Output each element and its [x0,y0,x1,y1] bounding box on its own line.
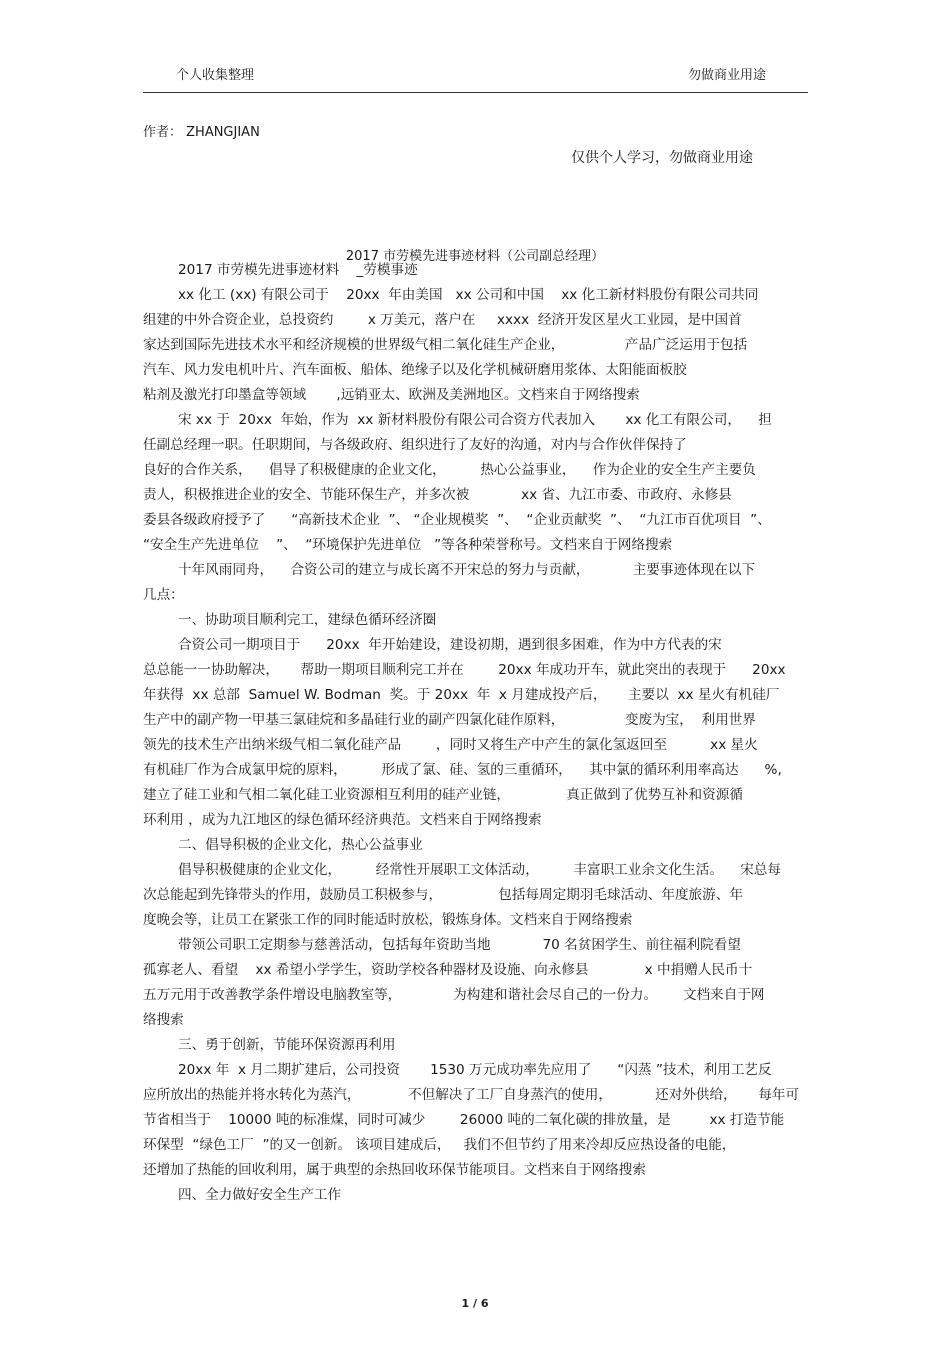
body-text-line: 应所放出的热能并将水转化为蒸汽， 不但解决了工厂自身蒸汽的使用， 还对外供给， 每年可 [143,1087,800,1103]
body-text-line: 宋 xx 于 20xx 年始，作为 xx 新材料股份有限公司合资方代表加入 xx 化工有限公司， 担 [178,412,772,428]
body-text-line: 一、协助项目顺利完工，建绿色循环经济圈 [178,612,437,628]
body-text-line: 次总能起到先锋带头的作用，鼓励员工积极参与， 包括每周定期羽毛球活动、年度旅游、年 [143,887,743,903]
page-number: 1 / 6 [461,1297,489,1310]
body-text-line: 带领公司职工定期参与慈善活动，包括每年资助当地 70 名贫困学生、前往福利院看望 [178,937,741,953]
body-text-line: 络搜索 [143,1012,184,1028]
body-text-line: 孤寡老人、看望 xx 希望小学学生，资助学校各种器材及设施、向永修县 x 中捐赠人民币十 [143,962,753,978]
body-text-line: xx 化工 (xx) 有限公司于 20xx 年由美国 xx 公司和中国 xx 化工新材料股份有限公司共同 [178,287,759,303]
body-text-line: 2017 市劳模先进事迹材料 _劳模事迹 [178,262,418,278]
body-text-line: 良好的合作关系， 倡导了积极健康的企业文化， 热心公益事业， 作为企业的安全生产主要负 [143,462,756,478]
body-text-line: 任副总经理一职。任职期间，与各级政府、组织进行了友好的沟通，对内与合作伙伴保持了 [143,437,687,453]
body-text-line: 家达到国际先进技术水平和经济规模的世界级气相二氧化硅生产企业， 产品广泛运用于包括 [143,337,748,353]
body-text-line: “安全生产先进单位 ”、 “环境保护先进单位 ”等各种荣誉称号。文档来自于网络搜索 [143,537,673,553]
body-text-line: 有机硅厂作为合成氯甲烷的原料， 形成了氯、硅、氢的三重循环， 其中氯的循环利用率高达 %, [143,762,782,778]
header-left-text: 个人收集整理 [176,68,255,83]
body-text-line: 几点： [143,587,184,603]
body-text-line: 倡导积极健康的企业文化， 经常性开展职工文体活动， 丰富职工业余文化生活。 宋总每 [178,862,781,878]
body-text-line: 二、倡导积极的企业文化，热心公益事业 [178,837,423,853]
author-line: 作者： ZHANGJIAN [143,125,260,140]
body-text-line: 组建的中外合资企业，总投资约 x 万美元，落户在 xxxx 经济开发区星火工业园，是中国首 [143,312,742,328]
body-text-line: 委县各级政府授予了 “高新技术企业 ”、 “企业规模奖 ”、 “企业贡献奖 ”、 “九江市百优项目 ”、 [143,512,771,528]
body-text-line: 粘剂及激光打印墨盒等领域 ,远销亚太、欧洲及美洲地区。文档来自于网络搜索 [143,387,640,403]
body-text-line: 十年风雨同舟， 合资公司的建立与成长离不开宋总的努力与贡献， 主要事迹体现在以下 [178,562,756,578]
body-text-line: 环保型 “绿色工厂 ”的又一创新。 该项目建成后， 我们不但节约了用来冷却反应热设备的电能， [143,1137,736,1153]
body-text-line: 领先的技术生产出纳米级气相二氧化硅产品 ，同时又将生产中产生的氯化氢返回至 xx 星火 [143,737,758,753]
usage-notice: 仅供个人学习，勿做商业用途 [571,150,753,166]
document-title: 2017 市劳模先进事迹材料（公司副总经理） [345,249,605,264]
body-text-line: 责人，积极推进企业的安全、节能环保生产，并多次被 xx 省、九江市委、市政府、永修县 [143,487,732,503]
body-text-line: 四、全力做好安全生产工作 [178,1187,342,1203]
body-text-line: 建立了硅工业和气相二氧化硅工业资源相互利用的硅产业链， 真正做到了优势互补和资源循 [143,787,743,803]
body-text-line: 节省相当于 10000 吨的标准煤，同时可减少 26000 吨的二氧化碳的排放量，是 xx 打造节能 [143,1112,785,1128]
body-text-line: 总总能一一协助解决， 帮助一期项目顺利完工并在 20xx 年成功开车，就此突出的表现于 20xx [143,662,786,678]
body-text-line: 环利用 ，成为九江地区的绿色循环经济典范。文档来自于网络搜索 [143,812,542,828]
body-text-line: 汽车、风力发电机叶片、汽车面板、船体、绝缘子以及化学机械研磨用浆体、太阳能面板胶 [143,362,687,378]
body-text-line: 合资公司一期项目于 20xx 年开始建设，建设初期，遇到很多困难，作为中方代表的宋 [178,637,722,653]
body-text-line: 五万元用于改善教学条件增设电脑教室等， 为构建和谐社会尽自己的一份力。 文档来自于网 [143,987,765,1003]
body-text-line: 20xx 年 x 月二期扩建后，公司投资 1530 万元成功率先应用了 “闪蒸 ”技术，利用工艺反 [178,1062,772,1078]
header-right-text: 勿做商业用途 [688,68,767,83]
body-text-line: 年获得 xx 总部 Samuel W. Bodman 奖。于 20xx 年 x 月建成投产后， 主要以 xx 星火有机硅厂 [143,687,780,703]
body-text-line: 度晚会等，让员工在紧张工作的同时能适时放松，锻炼身体。文档来自于网络搜索 [143,912,633,928]
body-text-line: 生产中的副产物一甲基三氯硅烷和多晶硅行业的副产四氯化硅作原料， 变废为宝， 利用世界 [143,712,756,728]
body-text-line: 三、勇于创新，节能环保资源再利用 [178,1037,396,1053]
body-text-line: 还增加了热能的回收利用，属于典型的余热回收环保节能项目。文档来自于网络搜索 [143,1162,646,1178]
header-divider [143,92,808,93]
